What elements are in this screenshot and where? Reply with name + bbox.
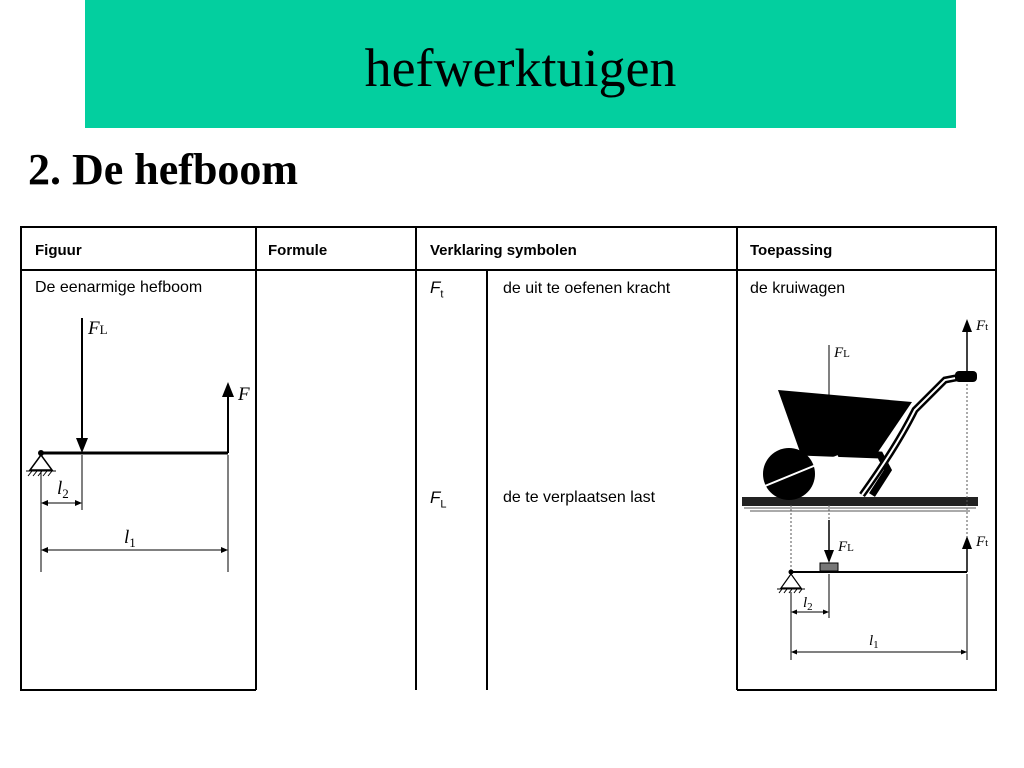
schematic-dimension-arrowheads xyxy=(791,610,967,655)
schematic-load-label: FL xyxy=(838,539,854,555)
load-arrow-head xyxy=(76,438,88,453)
support-triangle xyxy=(30,455,52,470)
schematic-load-block xyxy=(820,563,838,571)
wheelbarrow-illustration xyxy=(742,318,988,572)
symbol-fl-description: de te verplaatsen last xyxy=(503,489,656,506)
wheelbarrow-effort-label: Ft xyxy=(976,318,989,334)
slide-subtitle: 2. De hefboom xyxy=(28,145,299,194)
symbol-ft: $F_t$ xyxy=(430,278,444,301)
dimension-lines xyxy=(41,455,228,572)
lever-diagram xyxy=(26,318,250,572)
header-toepassing: Toepassing xyxy=(750,242,833,259)
schematic-support xyxy=(781,574,801,588)
header-formule: Formule xyxy=(268,242,328,259)
l1-label: $l_1$ xyxy=(124,527,136,550)
schematic-load-head xyxy=(824,550,834,563)
l2-label: $l_2$ xyxy=(57,478,69,501)
effort-arrow-head xyxy=(222,382,234,397)
load-label: FL xyxy=(88,318,108,339)
schematic-effort-label: Ft xyxy=(976,534,989,550)
effort-label: F xyxy=(238,384,250,405)
schematic-dimension-lines xyxy=(791,574,967,660)
handle-grip xyxy=(955,371,977,382)
wheel xyxy=(763,448,815,500)
symbol-ft-description: de uit te oefenen kracht xyxy=(503,280,671,297)
header-verklaring-symbolen: Verklaring symbolen xyxy=(430,242,577,259)
schematic-l1-label: $l_1$ xyxy=(869,633,879,651)
figuur-description: De eenarmige hefboom xyxy=(35,279,203,296)
header-figuur: Figuur xyxy=(35,242,82,259)
wheelbarrow-load-label: FL xyxy=(834,345,850,361)
slide-title: hefwerktuigen xyxy=(364,38,677,98)
schematic-l2-label: $l_2$ xyxy=(803,595,813,613)
wheelbarrow-lever-schematic xyxy=(777,520,988,660)
symbol-fl: $F_L$ xyxy=(430,488,447,511)
ground xyxy=(742,497,978,506)
wheelbarrow-effort-head xyxy=(962,319,972,332)
schematic-effort-head xyxy=(962,536,972,549)
toepassing-description: de kruiwagen xyxy=(750,280,846,297)
ground-texture xyxy=(744,508,976,511)
